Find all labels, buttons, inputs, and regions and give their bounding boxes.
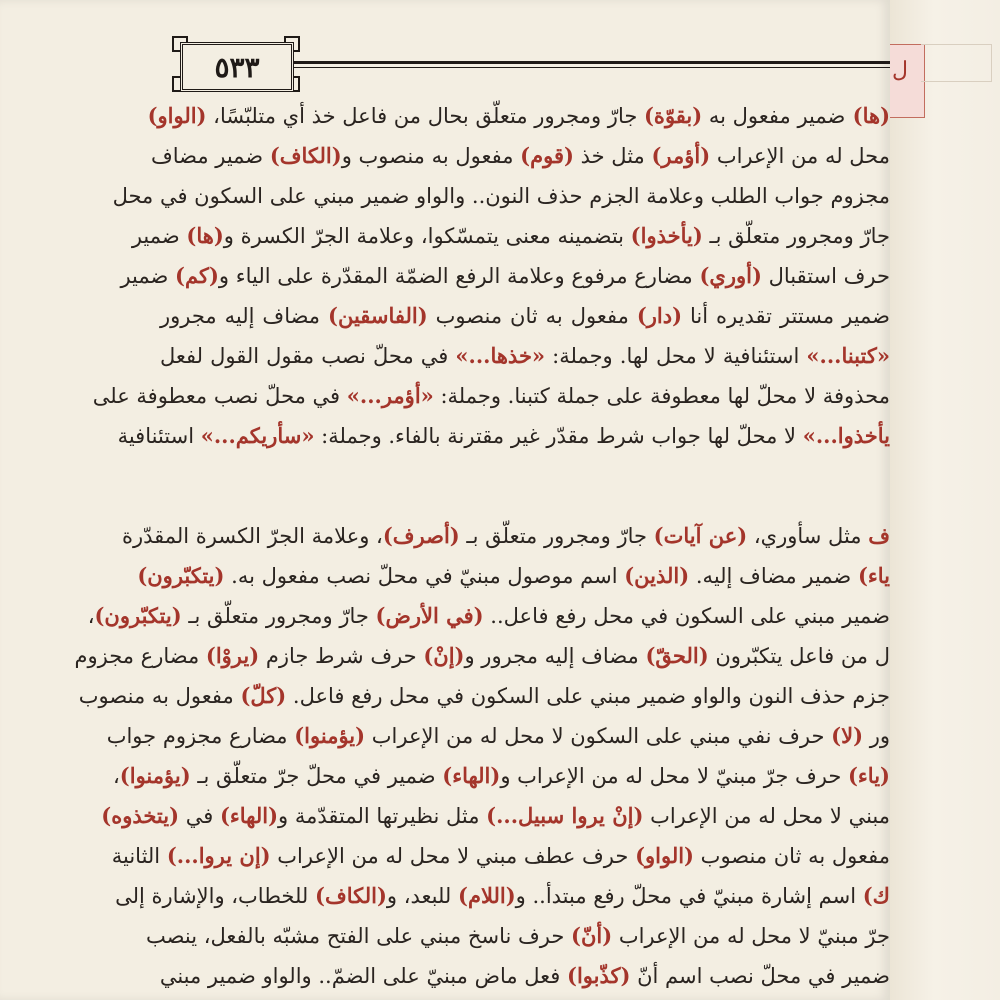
highlighted-term: (يتخذوه) [101, 803, 180, 828]
text-run: مضاف إليه مجرور و [464, 644, 646, 668]
highlighted-term: (يروْا) [205, 643, 260, 668]
page-number: ٥٣٣ [180, 42, 294, 92]
text-line [146, 916, 890, 956]
text-run: اسم موصول مبنيّ في محلّ نصب مفعول به. [224, 564, 625, 588]
text-run: مفعول به منصوب و [341, 144, 521, 168]
text-run: ضمير مفعول به [702, 104, 846, 128]
text-line [112, 176, 890, 216]
text-run: مثل سأوري، [747, 524, 869, 548]
highlighted-term: (بقوّة) [644, 103, 703, 128]
highlighted-term: (الذين) [624, 563, 690, 588]
text-run: في محلّ نصب معطوفة على [92, 384, 347, 408]
highlighted-term: (الواو) [147, 103, 207, 128]
text-line [106, 716, 890, 756]
highlighted-term: يأخذوا...» [802, 423, 890, 448]
text-run: ضمير مستتر تقديره أنا [682, 304, 891, 328]
text-line [121, 516, 890, 556]
highlighted-term: (لا) [831, 723, 864, 748]
body-text [74, 96, 891, 996]
highlighted-term: (يؤمنوا) [119, 763, 191, 788]
paragraph-2 [74, 516, 890, 996]
highlighted-term: (أصرف) [382, 523, 460, 548]
highlighted-term: ف [868, 523, 890, 548]
text-run: مضارع مجزوم [74, 644, 206, 668]
text-run: اسم إشارة مبنيّ في محلّ رفع مبتدأ.. و [515, 884, 863, 908]
text-line [131, 216, 890, 256]
text-run: جارّ ومجرور متعلّق بـ [181, 604, 376, 628]
text-run: ضمير مبني على السكون في محل رفع فاعل.. [483, 604, 890, 628]
text-run: للخطاب، والإشارة إلى [115, 884, 316, 908]
highlighted-term: (الهاء) [442, 763, 501, 788]
highlighted-term: (أنّ) [571, 923, 613, 948]
highlighted-term: «أؤمر...» [346, 383, 434, 408]
paragraph-1 [92, 96, 891, 456]
page-header [160, 34, 890, 94]
highlighted-term: (الهاء) [219, 803, 279, 828]
text-run: ضمير مضاف [150, 144, 270, 168]
text-line [120, 256, 890, 296]
text-line [137, 556, 890, 596]
text-run: مفعول به ثان منصوب [694, 844, 890, 868]
text-run: جارّ ومجرور متعلّق بـ [702, 224, 890, 248]
text-run: حرف شرط جازم [259, 644, 424, 668]
text-run: حرف جرّ مبنيّ لا محل له من الإعراب و [500, 764, 848, 788]
text-line [101, 796, 890, 836]
text-run: جزم حذف النون والواو ضمير مبني على السكون في محل رفع فاعل. [286, 684, 890, 708]
highlighted-term: (إن يروا...) [166, 843, 271, 868]
highlighted-term: (ها) [186, 223, 224, 248]
highlighted-term: (اللام) [458, 883, 516, 908]
highlighted-term: (الكاف) [315, 883, 387, 908]
text-run: مضاف إليه مجرور [160, 304, 329, 328]
bleed-through-frame [921, 44, 992, 82]
text-run: لا محلّ لها جواب شرط مقدّر غير مقترنة بالفاء. وجملة: [314, 424, 803, 448]
highlighted-term: (ياء) [848, 763, 890, 788]
text-run: ل من فاعل يتكبّرون [708, 644, 890, 668]
header-rule [290, 61, 890, 64]
highlighted-term: ك) [862, 883, 890, 908]
text-run: استئنافية [117, 424, 201, 448]
text-run: حرف ناسخ مبني على الفتح مشبّه بالفعل، ينصب [146, 924, 572, 948]
text-run: مضارع مرفوع وعلامة الرفع الضمّة المقدّرة على الياء و [218, 264, 700, 288]
text-line [74, 636, 890, 676]
text-run: للبعد، و [386, 884, 459, 908]
highlighted-term: «خذها...» [455, 343, 546, 368]
highlighted-term: (كذّبوا) [567, 963, 631, 988]
text-line [87, 596, 890, 636]
text-run: جارّ ومجرور متعلّق بحال من فاعل خذ أي متلبّسًا، [206, 104, 644, 128]
highlighted-term: (يؤمنوا) [294, 723, 366, 748]
highlighted-term: (كم) [175, 263, 219, 288]
text-run: الثانية [111, 844, 167, 868]
text-run: بتضمينه معنى يتمسّكوا، وعلامة الجرّ الكسرة و [223, 224, 631, 248]
text-run: في [179, 804, 220, 828]
text-line [113, 756, 890, 796]
text-run: ضمير مضاف إليه. [689, 564, 858, 588]
text-run: ضمير في محلّ جرّ متعلّق بـ [190, 764, 443, 788]
highlighted-term: (يتكبّرون) [94, 603, 182, 628]
highlighted-term: (يتكبّرون) [137, 563, 225, 588]
text-line [147, 96, 890, 136]
highlighted-term: (الواو) [635, 843, 694, 868]
facing-page-edge [890, 0, 1000, 1000]
facing-page-tab-label: ل [892, 58, 908, 83]
text-run: مفعول به ثان منصوب [427, 304, 637, 328]
highlighted-term: (عن آيات) [653, 523, 748, 548]
highlighted-term: ياء) [857, 563, 890, 588]
text-run: حرف استقبال [761, 264, 890, 288]
highlighted-term: (أوري) [699, 263, 762, 288]
text-line [117, 416, 890, 456]
text-run: ضمير [120, 264, 176, 288]
text-run: مبني لا محل له من الإعراب [643, 804, 890, 828]
text-run: محذوفة لا محلّ لها معطوفة على جملة كتبنا. وجملة: [433, 384, 890, 408]
highlighted-term: (الكاف) [269, 143, 342, 168]
text-run: ضمير في محلّ نصب اسم أنّ [630, 964, 890, 988]
highlighted-term: (كلّ) [240, 683, 287, 708]
text-run: مفعول به منصوب [78, 684, 241, 708]
paragraph-gap [160, 456, 890, 516]
text-run: ضمير [131, 224, 187, 248]
highlighted-term: (دار) [636, 303, 683, 328]
highlighted-term: (أؤمر) [651, 143, 711, 168]
highlighted-term: (إنْ يروا سبيل...) [486, 803, 644, 828]
text-run: ، وعلامة الجرّ الكسرة المقدّرة [121, 524, 383, 548]
highlighted-term: (إنْ) [423, 643, 465, 668]
text-run: مثل نظيرتها المتقدّمة و [278, 804, 487, 828]
highlighted-term: (في الأرض) [375, 603, 484, 628]
text-run: جارّ ومجرور متعلّق بـ [459, 524, 654, 548]
text-run: مثل خذ [573, 144, 652, 168]
text-line [115, 876, 890, 916]
text-run: استئنافية لا محل لها. وجملة: [545, 344, 807, 368]
text-line [150, 136, 890, 176]
highlighted-term: «كتبنا...» [806, 343, 890, 368]
text-run: جرّ مبنيّ لا محل له من الإعراب [612, 924, 890, 948]
text-run: حرف عطف مبني لا محل له من الإعراب [270, 844, 636, 868]
text-line [92, 376, 890, 416]
text-run: ، [87, 604, 95, 628]
text-run: فعل ماض مبنيّ على الضمّ.. والواو ضمير مبني [159, 964, 568, 988]
text-run: مضارع مجزوم جواب [106, 724, 295, 748]
highlighted-term: (ها) [845, 103, 890, 128]
text-line [160, 296, 890, 336]
text-run: مجزوم جواب الطلب وعلامة الجزم حذف النون.. والواو ضمير مبني على السكون في محل [112, 184, 890, 208]
text-run: محل له من الإعراب [710, 144, 890, 168]
text-run: ور [863, 724, 890, 748]
text-line [160, 336, 890, 376]
text-line [78, 676, 890, 716]
text-run: في محلّ نصب مقول القول لفعل [160, 344, 456, 368]
highlighted-term: «سأريكم...» [200, 423, 315, 448]
text-line [111, 836, 890, 876]
text-run: حرف نفي مبني على السكون لا محل له من الإعراب [365, 724, 832, 748]
text-run: ، [113, 764, 120, 788]
text-line [160, 956, 890, 996]
highlighted-term: (الحقّ) [645, 643, 709, 668]
highlighted-term: (يأخذوا) [630, 223, 703, 248]
highlighted-term: (الفاسقين) [328, 303, 428, 328]
highlighted-term: (قوم) [520, 143, 574, 168]
header-rule-thin [290, 67, 890, 68]
